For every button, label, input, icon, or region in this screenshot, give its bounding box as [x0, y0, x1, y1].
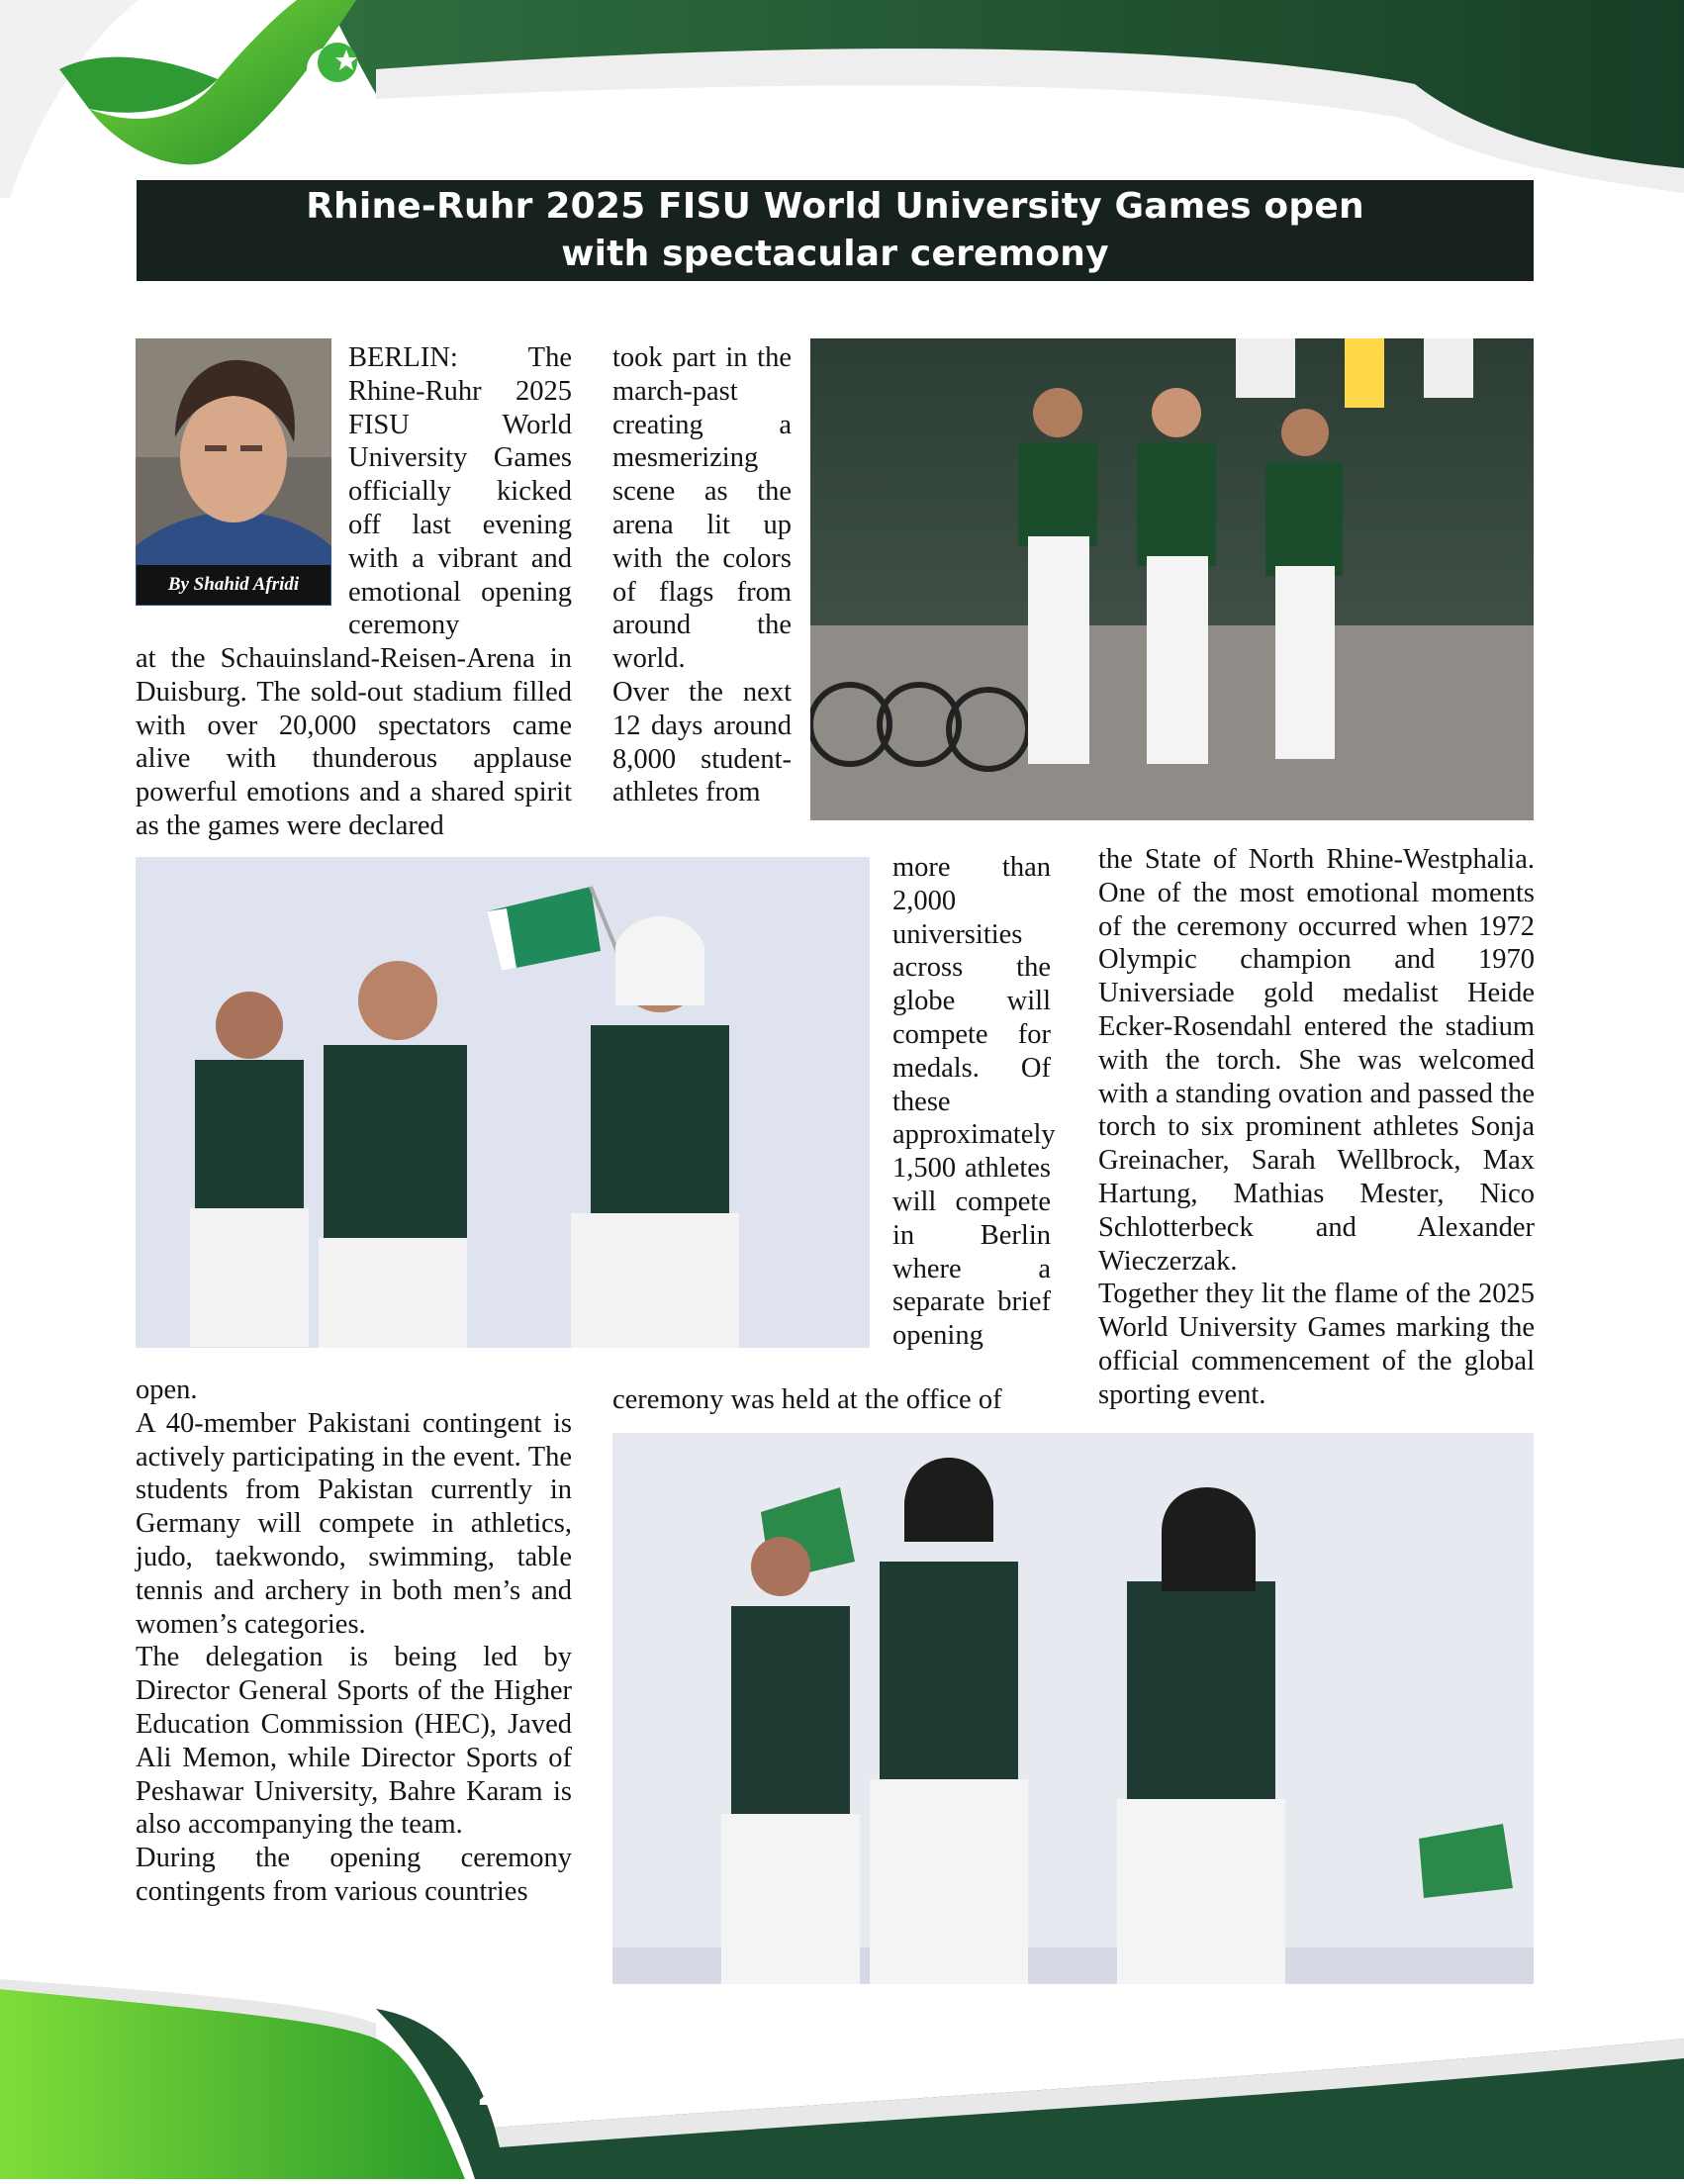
article-text: Over the next 12 days around 8,000 student-athletes from [612, 676, 792, 808]
article-col1-top [348, 341, 572, 642]
officials-photo-graphic [810, 338, 1534, 820]
article-text: ceremony was held at the office of [612, 1384, 1002, 1415]
article-text: open. [136, 1375, 198, 1405]
article-text: at the Schauinsland-Reisen-Arena in Duisburg. The sold-out stadium filled with over 20,000 spectators came alive with thunderous applause powerful emotions and a shared spirit as the games were declared [136, 643, 572, 841]
article-text: more than 2,000 universities across the globe will compete for medals. Of these approximately 1,500 athletes will compete in Berlin where a separate brief opening [892, 852, 1056, 1352]
page-number: 23 [477, 2073, 527, 2114]
article-text: BERLIN: The Rhine-Ruhr 2025 FISU World University Games officially kicked off last evening with a vibrant and emotional opening ceremony [348, 342, 572, 641]
bottom-banner [0, 1979, 1684, 2179]
headline-line-2: with spectacular ceremony [561, 234, 1109, 274]
photo-officials [810, 338, 1534, 820]
article-text: Together they lit the flame of the 2025 World University Games marking the official commencement of the global sporting event. [1098, 1279, 1535, 1410]
article-col2-bottom [612, 1383, 1051, 1417]
bottom-banner-graphic [0, 1979, 1684, 2179]
photo-delegates-flag [136, 857, 870, 1348]
article-text: During the opening ceremony contingents from various countries [136, 1843, 572, 1907]
article-col3 [892, 851, 1056, 1353]
students-march-photo-graphic [612, 1433, 1534, 1984]
headline [306, 183, 1364, 278]
article-col4 [1098, 843, 1535, 1412]
article-text: the State of North Rhine-Westphalia. One of the most emotional moments of the ceremony occurred when 1972 Olympic champion and 1970 Universiade gold medalist Heide Ecker-Rosendahl entered the stadium with the torch. She was welcomed with a standing ovation and passed the torch to six prominent athletes Sonja Greinacher, Sarah Wellbrock, Max Hartung, Mathias Mester, Nico Schlotterbeck and Alexander Wieczerzak. [1098, 844, 1535, 1277]
article-text: took part in the march-past creating a mesmerizing scene as the arena lit up with the colors of flags from around the world. [612, 342, 792, 675]
article-col1-bottom [136, 1374, 572, 1909]
article-text: A 40-member Pakistani contingent is actively participating in the event. The students from Pakistan currently in Germany will compete in athletics, judo, taekwondo, swimming, table tennis and archery in both men’s and women’s categories. [136, 1407, 572, 1640]
top-banner [0, 0, 1684, 198]
delegates-flag-photo-graphic [136, 857, 870, 1348]
article-col2-top [612, 341, 792, 809]
byline: By Shahid Afridi [137, 565, 330, 605]
photo-students-march [612, 1433, 1534, 1984]
top-banner-graphic [0, 0, 1684, 198]
article-text: The delegation is being led by Director General Sports of the Higher Education Commission (HEC), Javed Ali Memon, while Director Sports of Peshawar University, Bahre Karam is also accompanying the team. [136, 1642, 572, 1841]
article-col1-mid [136, 642, 572, 843]
headline-line-1: Rhine-Ruhr 2025 FISU World University Games open [306, 186, 1364, 227]
headline-bar [137, 180, 1534, 281]
